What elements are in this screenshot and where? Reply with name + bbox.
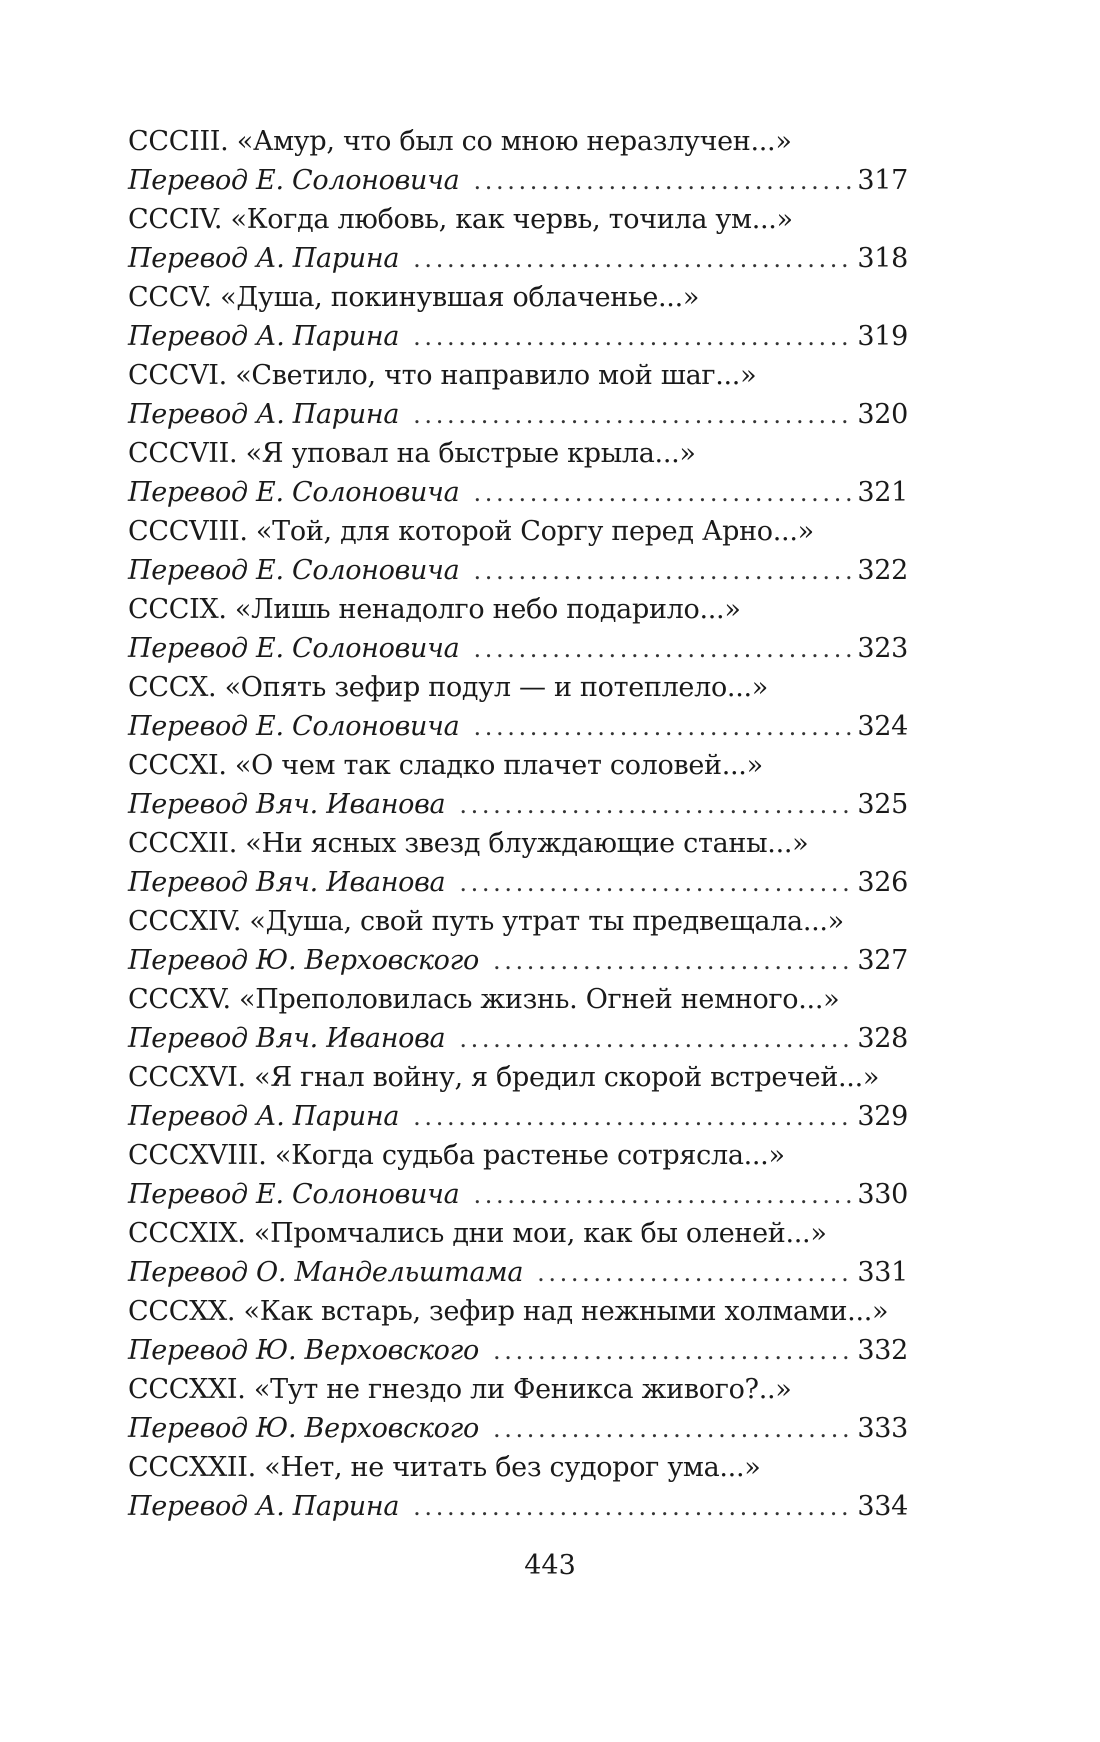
toc-entry	[128, 1136, 908, 1214]
translator-line	[128, 1097, 908, 1136]
page-number: 320	[857, 399, 908, 430]
poem-title: CCCV. «Душа, покинувшая облаченье...»	[128, 282, 700, 313]
translator-line	[128, 317, 908, 356]
page-number: 329	[857, 1101, 908, 1132]
page-number: 318	[857, 243, 908, 274]
translator-line	[128, 629, 908, 668]
translator-line	[128, 707, 908, 746]
toc-entry	[128, 746, 908, 824]
toc-entry	[128, 824, 908, 902]
translator-name: Перевод А. Парина	[128, 321, 400, 352]
translator-name: Перевод Е. Солоновича	[128, 1179, 460, 1210]
page-number: 331	[857, 1257, 908, 1288]
translator-line	[128, 1409, 908, 1448]
page-number: 322	[857, 555, 908, 586]
translator-name: Перевод Вяч. Иванова	[128, 1023, 446, 1054]
dot-leader	[493, 942, 851, 981]
page-number: 333	[857, 1413, 908, 1444]
page-number: 327	[857, 945, 908, 976]
toc-entry	[128, 200, 908, 278]
poem-title: CCCXXI. «Тут не гнездо ли Феникса живого?..»	[128, 1374, 792, 1405]
toc-entry	[128, 1292, 908, 1370]
translator-line	[128, 473, 908, 512]
toc-entry	[128, 122, 908, 200]
poem-title: CCCVI. «Светило, что направило мой шаг...»	[128, 360, 757, 391]
toc-entry	[128, 278, 908, 356]
translator-line	[128, 863, 908, 902]
folio-page-number: 443	[524, 1550, 576, 1581]
translator-name: Перевод Вяч. Иванова	[128, 867, 446, 898]
translator-line	[128, 785, 908, 824]
translator-name: Перевод А. Парина	[128, 1491, 400, 1522]
translator-name: Перевод Е. Солоновича	[128, 711, 460, 742]
translator-name: Перевод Ю. Верховского	[128, 1413, 479, 1444]
dot-leader	[473, 552, 851, 591]
dot-leader	[473, 1176, 851, 1215]
poem-title: CCCXVIII. «Когда судьба растенье сотрясла...»	[128, 1140, 785, 1171]
translator-line	[128, 1253, 908, 1292]
toc-entry	[128, 356, 908, 434]
page-number: 332	[857, 1335, 908, 1366]
page-number: 334	[857, 1491, 908, 1522]
page-number: 317	[857, 165, 908, 196]
translator-line	[128, 395, 908, 434]
toc-entry	[128, 980, 908, 1058]
toc-entry	[128, 434, 908, 512]
page-number: 325	[857, 789, 908, 820]
poem-title: CCCVIII. «Той, для которой Соргу перед Арно...»	[128, 516, 814, 547]
dot-leader	[493, 1332, 851, 1371]
translator-name: Перевод Вяч. Иванова	[128, 789, 446, 820]
poem-title: CCCXIX. «Промчались дни мои, как бы оленей...»	[128, 1218, 827, 1249]
dot-leader	[413, 240, 851, 279]
dot-leader	[537, 1254, 851, 1293]
translator-name: Перевод Ю. Верховского	[128, 1335, 479, 1366]
translator-line	[128, 161, 908, 200]
poem-title: CCCXII. «Ни ясных звезд блуждающие станы...»	[128, 828, 809, 859]
translator-name: Перевод Е. Солоновича	[128, 555, 460, 586]
dot-leader	[413, 1488, 851, 1527]
poem-title: CCCXX. «Как встарь, зефир над нежными холмами...»	[128, 1296, 889, 1327]
translator-line	[128, 239, 908, 278]
translator-name: Перевод А. Парина	[128, 1101, 400, 1132]
translator-name: Перевод Ю. Верховского	[128, 945, 479, 976]
translator-line	[128, 941, 908, 980]
translator-line	[128, 1019, 908, 1058]
dot-leader	[459, 786, 851, 825]
poem-title: CCCXXII. «Нет, не читать без судорог ума...»	[128, 1452, 761, 1483]
dot-leader	[459, 1020, 851, 1059]
translator-line	[128, 1331, 908, 1370]
poem-title: CCCXV. «Преполовилась жизнь. Огней немного...»	[128, 984, 840, 1015]
poem-title: CCCXI. «О чем так сладко плачет соловей...»	[128, 750, 763, 781]
page-number: 328	[857, 1023, 908, 1054]
translator-name: Перевод Е. Солоновича	[128, 165, 460, 196]
dot-leader	[473, 162, 851, 201]
toc-entry	[128, 1058, 908, 1136]
translator-name: Перевод О. Мандельштама	[128, 1257, 524, 1288]
page-number: 319	[857, 321, 908, 352]
translator-name: Перевод А. Парина	[128, 399, 400, 430]
poem-title: CCCXIV. «Душа, свой путь утрат ты предвещала...»	[128, 906, 844, 937]
poem-title: CCCVII. «Я уповал на быстрые крыла...»	[128, 438, 696, 469]
poem-title: CCCX. «Опять зефир подул — и потеплело...»	[128, 672, 768, 703]
page-number: 326	[857, 867, 908, 898]
dot-leader	[413, 396, 851, 435]
dot-leader	[459, 864, 851, 903]
toc-entry	[128, 902, 908, 980]
dot-leader	[473, 708, 851, 747]
dot-leader	[473, 474, 851, 513]
translator-name: Перевод Е. Солоновича	[128, 477, 460, 508]
translator-line	[128, 1175, 908, 1214]
poem-title: CCCIX. «Лишь ненадолго небо подарило...»	[128, 594, 741, 625]
dot-leader	[413, 1098, 851, 1137]
toc-entry	[128, 1214, 908, 1292]
page-number: 324	[857, 711, 908, 742]
poem-title: CCCXVI. «Я гнал войну, я бредил скорой встречей...»	[128, 1062, 880, 1093]
poem-title: CCCIV. «Когда любовь, как червь, точила ум...»	[128, 204, 793, 235]
translator-line	[128, 1487, 908, 1526]
page-number: 323	[857, 633, 908, 664]
toc-entry	[128, 1370, 908, 1448]
toc-entry	[128, 668, 908, 746]
table-of-contents	[128, 122, 908, 1526]
dot-leader	[413, 318, 851, 357]
translator-line	[128, 551, 908, 590]
page-number: 321	[857, 477, 908, 508]
dot-leader	[493, 1410, 851, 1449]
toc-entry	[128, 590, 908, 668]
translator-name: Перевод А. Парина	[128, 243, 400, 274]
translator-name: Перевод Е. Солоновича	[128, 633, 460, 664]
page-number: 330	[857, 1179, 908, 1210]
toc-entry	[128, 512, 908, 590]
toc-entry	[128, 1448, 908, 1526]
dot-leader	[473, 630, 851, 669]
poem-title: CCCIII. «Амур, что был со мною неразлучен...»	[128, 126, 792, 157]
